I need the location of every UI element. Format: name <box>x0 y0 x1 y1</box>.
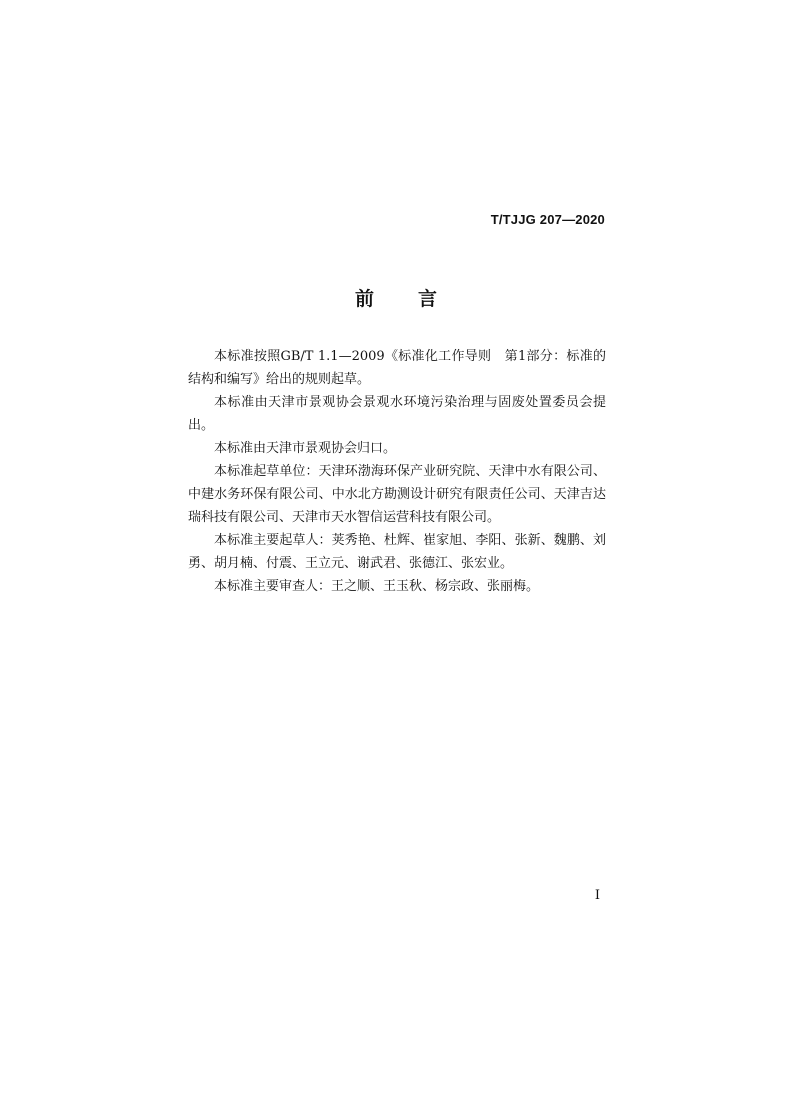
paragraph-drafters: 本标准主要起草人：荚秀艳、杜辉、崔家旭、李阳、张新、魏鹏、刘勇、胡月楠、付震、王立元、谢武君、张德江、张宏业。 <box>188 533 606 571</box>
page-title: 前言 <box>354 288 481 310</box>
page-number: I <box>594 888 600 903</box>
paragraph-centralized: 本标准由天津市景观协会归口。 <box>214 441 397 456</box>
paragraph-drafting-rules: 本标准按照GB/T 1.1—2009《标准化工作导则 第1部分：标准的结构和编写》给出的规则起草。 <box>188 349 606 387</box>
paragraph-drafting-units: 本标准起草单位：天津环渤海环保产业研究院、天津中水有限公司、中建水务环保有限公司、中水北方勘测设计研究有限责任公司、天津吉达瑞科技有限公司、天津市天水智信运营科技有限公司。 <box>188 464 606 525</box>
standard-code: T/TJJG 207—2020 <box>490 212 605 227</box>
paragraph-reviewers: 本标准主要审查人：王之顺、王玉秋、杨宗政、张丽梅。 <box>214 579 540 594</box>
foreword-body <box>188 345 606 598</box>
paragraph-proposer: 本标准由天津市景观协会景观水环境污染治理与固废处置委员会提出。 <box>188 395 606 433</box>
